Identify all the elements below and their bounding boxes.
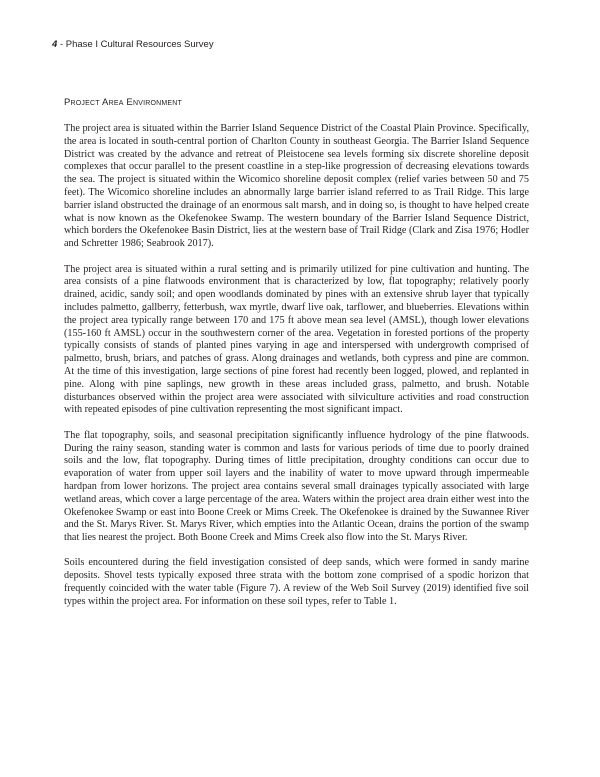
paragraph: The project area is situated within the Barrier Island Sequence District of the Coastal Plain Province. Specifically, the area is located in south-central portion of Charlton County in southeast Georgia. The Barrier Island Sequence District was created by the advance and retreat of Pleistocene sea levels forming six discrete shoreline deposit complexes that occur parallel to the present coastline in a step-like progression of decreasing elevations towards the sea. The project is situated within the Wicomico shoreline deposit complex (relief varies between 50 and 75 feet). The Wicomico shoreline includes an abnormally large barrier island referred to as Trail Ridge. This large barrier island obstructed the drainage of an enormous salt marsh, and in doing so, is thought to have helped create what is now known as the Okefenokee Swamp. The western boundary of the Barrier Island Sequence District, which borders the Okefenokee Basin District, lies at the western base of Trail Ridge (Clark and Zisa 1976; Hodler and Schretter 1986; Seabrook 2017).: [64, 123, 529, 250]
paragraph: The project area is situated within a rural setting and is primarily utilized for pine cultivation and hunting. The area consists of a pine flatwoods environment that is characterized by low, flat topography; relatively poorly drained, acidic, sandy soil; and open woodlands dominated by pines with an extensive shrub layer that typically includes palmetto, gallberry, fetterbush, wax myrtle, dwarf live oak, tarflower, and blueberries. Elevations within the project area typically range between 170 and 175 ft above mean sea level (AMSL), though lower elevations (155-160 ft AMSL) occur in the southwestern corner of the area. Vegetation in forested portions of the property typically consists of stands of planted pines varying in age and interspersed with undergrowth comprised of palmetto, brush, briars, and patches of grass. Along drainages and wetlands, both cypress and pine are common. At the time of this investigation, large sections of pine forest had recently been logged, plowed, and replanted in pine. Along with pine saplings, new growth in these areas included grass, palmetto, and brush. Notable disturbances observed within the project area were associated with silviculture activities and road construction with repeated episodes of pine cultivation representing the most significant impact.: [64, 263, 529, 416]
paragraph: The flat topography, soils, and seasonal precipitation significantly influence hydrology of the pine flatwoods. During the rainy season, standing water is common and lasts for various periods of time due to poorly drained soils and the low, flat topography. During times of little precipitation, droughty conditions can occur due to evaporation of water from upper soil layers and the inability of water to move upward through impermeable hardpan from lower horizons. The project area contains several small drainages typically associated with large wetland areas, which cover a large percentage of the area. Waters within the project area drain either west into the Okefenokee Swamp or east into Boone Creek or Mims Creek. The Okefenokee is drained by the Suwannee River and the St. Marys River. St. Marys River, which empties into the Atlantic Ocean, drains the portion of the swamp that lies nearest the project. Both Boone Creek and Mims Creek also flow into the St. Marys River.: [64, 429, 529, 544]
report-title: - Phase I Cultural Resources Survey: [59, 39, 214, 50]
page-number: 4: [52, 39, 58, 50]
running-header: [52, 39, 214, 50]
section-heading: Project Area Environment: [64, 97, 183, 108]
body-text: [64, 123, 529, 621]
paragraph: Soils encountered during the field investigation consisted of deep sands, which were formed in sandy marine deposits. Shovel tests typically exposed three strata with the bottom zone comprised of a spodic horizon that frequently coincided with the water table (Figure 7). A review of the Web Soil Survey (2019) identified five soil types within the project area. For information on these soil types, refer to Table 1.: [64, 557, 529, 607]
